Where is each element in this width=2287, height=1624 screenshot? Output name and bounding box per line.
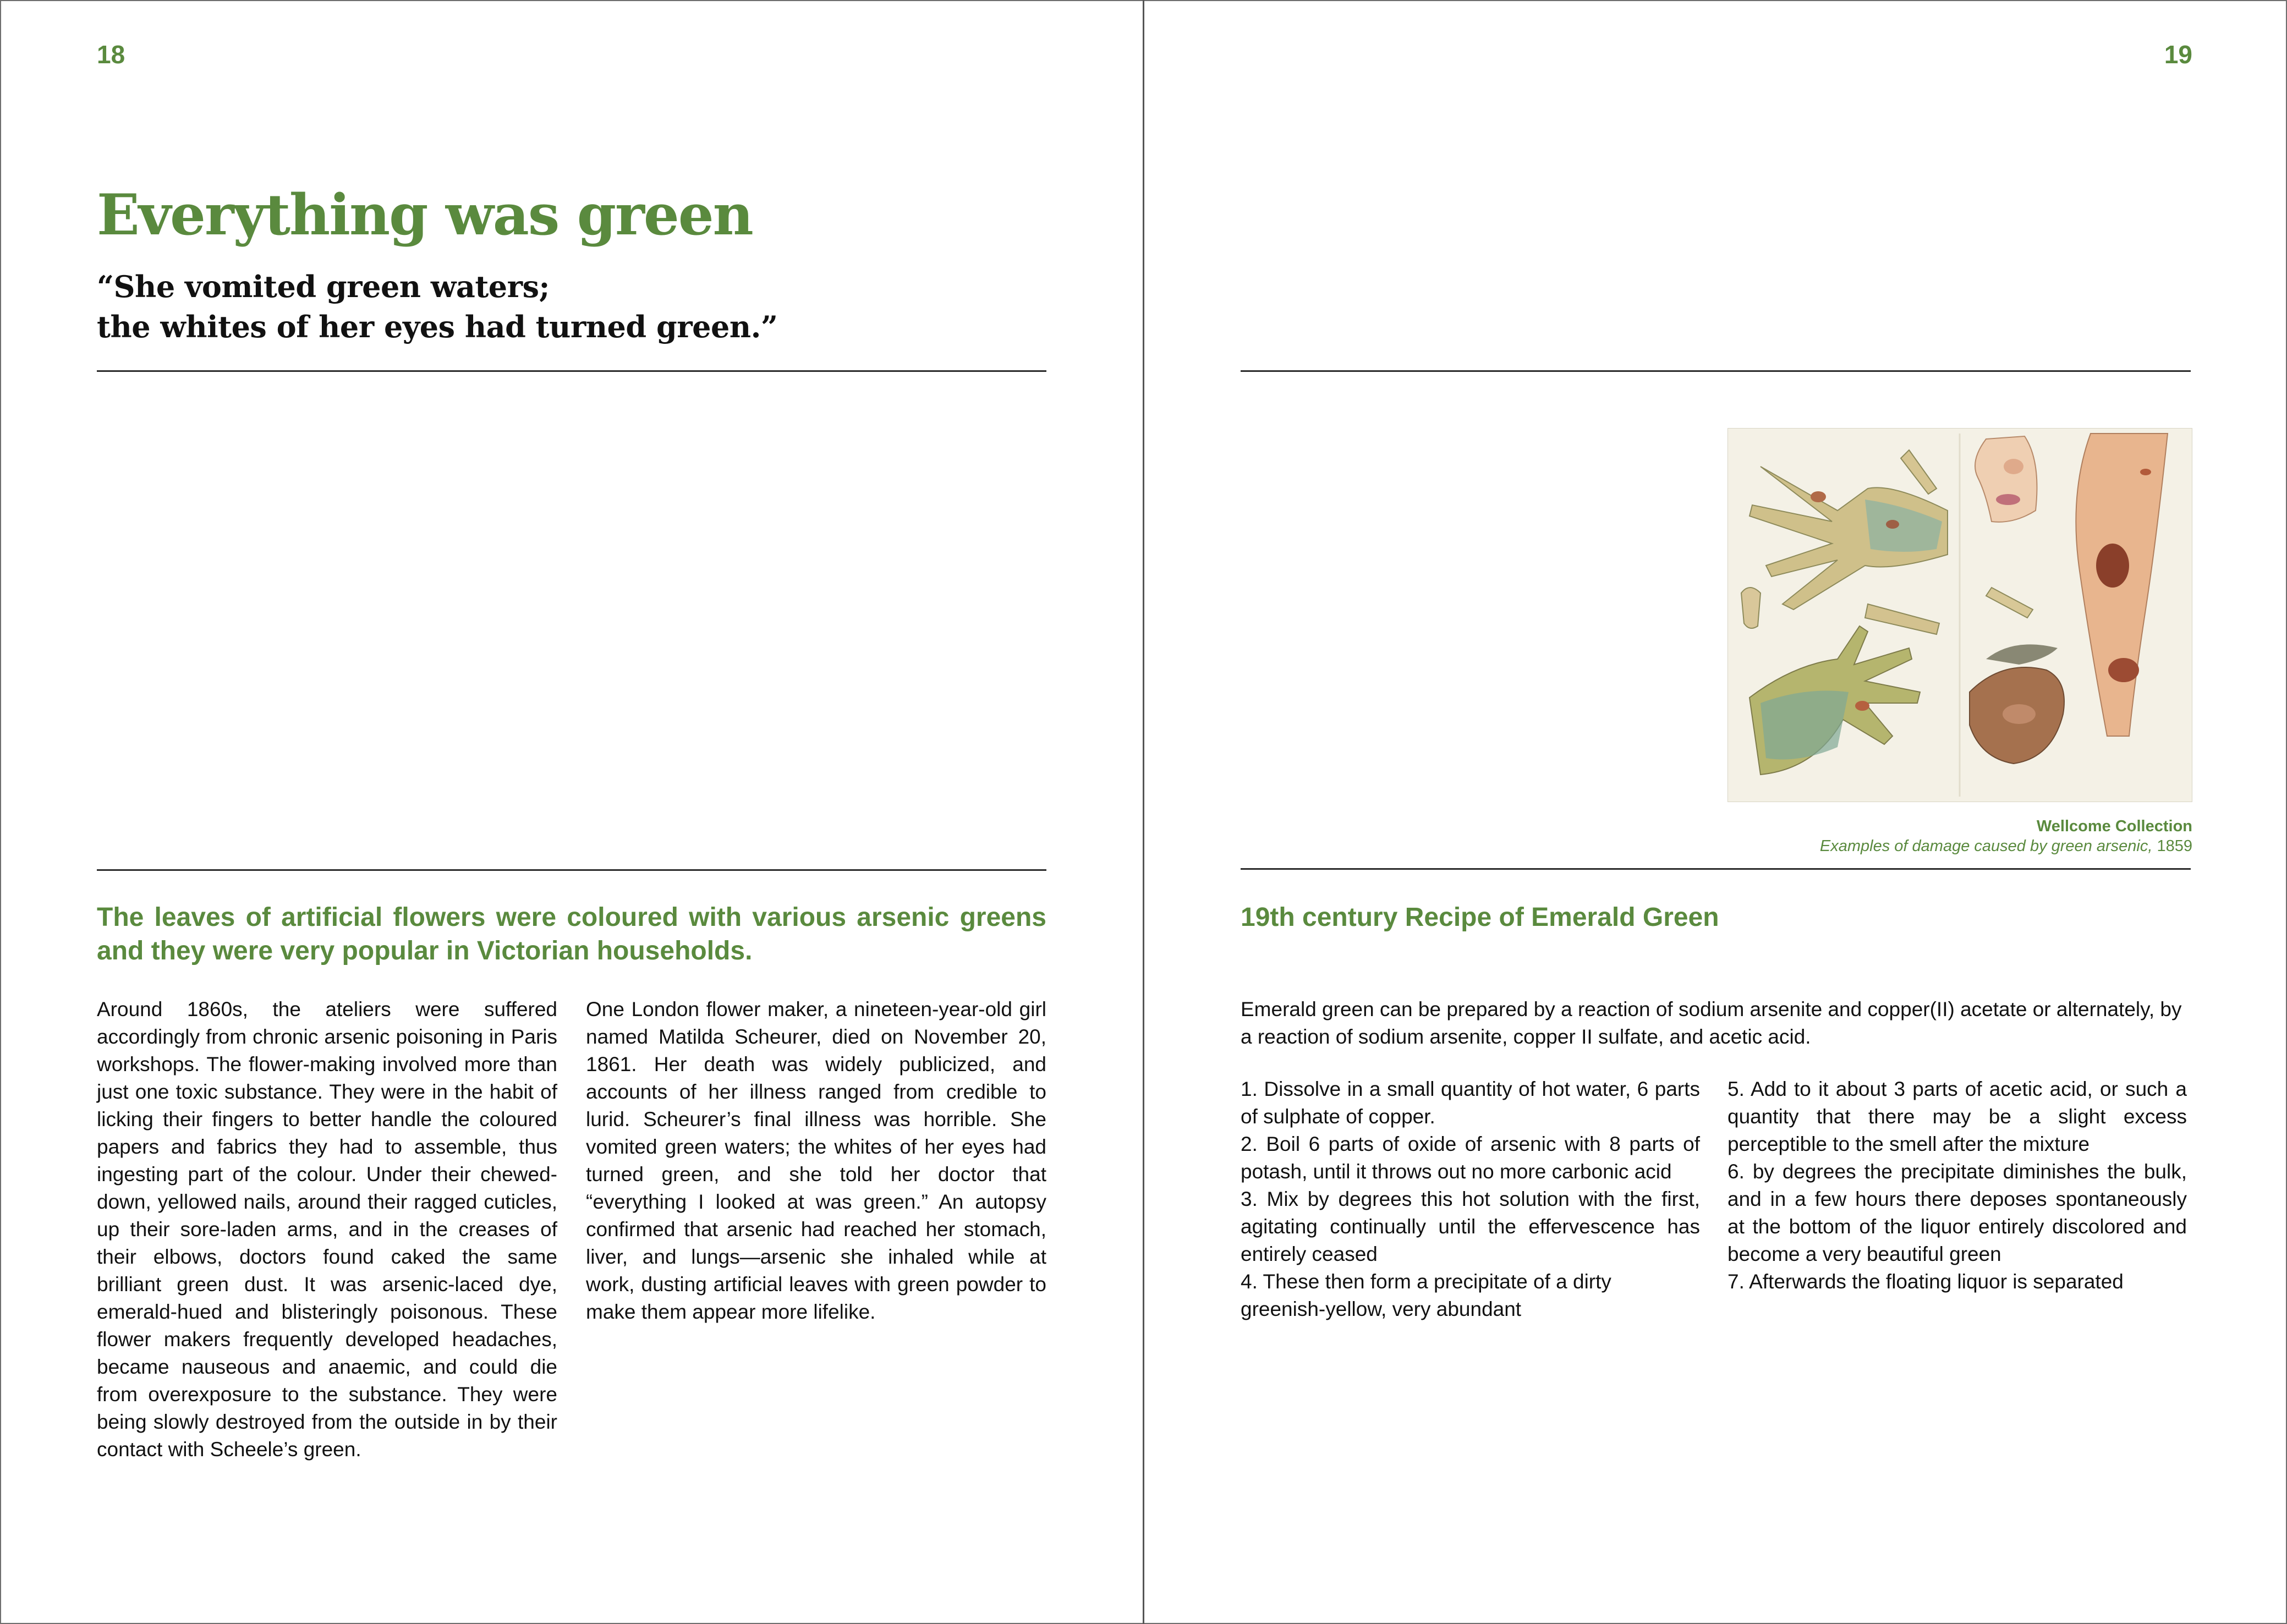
divider-bottom-right	[1241, 868, 2191, 870]
recipe-step: 5. Add to it about 3 parts of acetic acid, or such a quantity that there may be a slight excess perceptible to the smell after the mixture	[1727, 1078, 2187, 1155]
recipe-step: 4. These then form a precipitate of a dirty greenish-yellow, very abundant	[1241, 1270, 1611, 1320]
page-number-left: 18	[97, 40, 125, 69]
recipe-step: 2. Boil 6 parts of oxide of arsenic with 8 parts of potash, until it throws out no more carbonic acid	[1241, 1133, 1700, 1183]
page-number-right: 19	[2164, 40, 2192, 69]
recipe-intro: Emerald green can be prepared by a reaction of sodium arsenite and copper(II) acetate or alternately, by a reaction of sodium arsenite, copper II sulfate, and acetic acid.	[1241, 998, 2182, 1048]
image-caption: Examples of damage caused by green arsenic, 1859	[1819, 837, 2192, 855]
finger-illustration	[1741, 588, 1761, 628]
divider-top-right	[1241, 370, 2191, 372]
divider-bottom-left	[97, 869, 1046, 871]
divider-top-left	[97, 370, 1046, 372]
pull-quote-line: the whites of her eyes had turned green.”	[97, 309, 778, 345]
recipe-steps-right	[1727, 1076, 2187, 1296]
recipe-step: 6. by degrees the precipitate diminishes the bulk, and in a few hours there deposes spontaneously at the bottom of the liquor entirely discolored and become a very beautiful green	[1727, 1160, 2187, 1265]
body-column-1: Around 1860s, the ateliers were suffered accordingly from chronic arsenic poisoning in Paris workshops. The flower-making involved more than just one toxic substance. They were in the habit of licking their fingers to better handle the coloured papers and fabrics they had to assemble, thus ingesting part of the colour. Under their chewed-down, yellowed nails, around their ragged cuticles, up their sore-laden arms, and in the creases of their elbows, doctors found caked the same brilliant green dust. It was arsenic-laced dye, emerald-hued and blisteringly poisonous. These flower makers frequently developed headaches, became nauseous and anaemic, and could die from overexposure to the substance. They were being slowly destroyed from the outside in by their contact with Scheele’s green.	[97, 998, 557, 1461]
pull-quote-line: “She vomited green waters;	[97, 269, 550, 304]
recipe-step: 1. Dissolve in a small quantity of hot water, 6 parts of sulphate of copper.	[1241, 1078, 1700, 1128]
arsenic-damage-plate-image	[1727, 428, 2192, 802]
image-credit: Wellcome Collection	[2036, 818, 2192, 835]
recipe-step: 3. Mix by degrees this hot solution with the first, agitating continually until the effervescence has entirely ceased	[1241, 1188, 1700, 1265]
section-subheading-left: The leaves of artificial flowers were coloured with various arsenic greens and they were very popular in Victorian households.	[97, 903, 1046, 966]
section-subheading-right: 19th century Recipe of Emerald Green	[1241, 903, 1719, 932]
body-column-2: One London flower maker, a nineteen-year-old girl named Matilda Scheurer, died on November 20, 1861. Her death was widely publicized, and accounts of her illness ranged from credible to lurid. Scheurer’s final illness was horrible. She vomited green waters; the whites of her eyes had turned green, and she told her doctor that “everything I looked at was green.” An autopsy confirmed that arsenic had reached her stomach, liver, and lungs—arsenic she inhaled while at work, dusting artificial leaves with green powder to make them appear more lifelike.	[586, 998, 1046, 1323]
recipe-steps-left	[1241, 1076, 1700, 1323]
book-spine	[1143, 0, 1144, 1624]
page-title: Everything was green	[97, 182, 753, 248]
recipe-step: 7. Afterwards the floating liquor is separated	[1727, 1270, 2124, 1293]
pull-quote	[97, 267, 1043, 348]
